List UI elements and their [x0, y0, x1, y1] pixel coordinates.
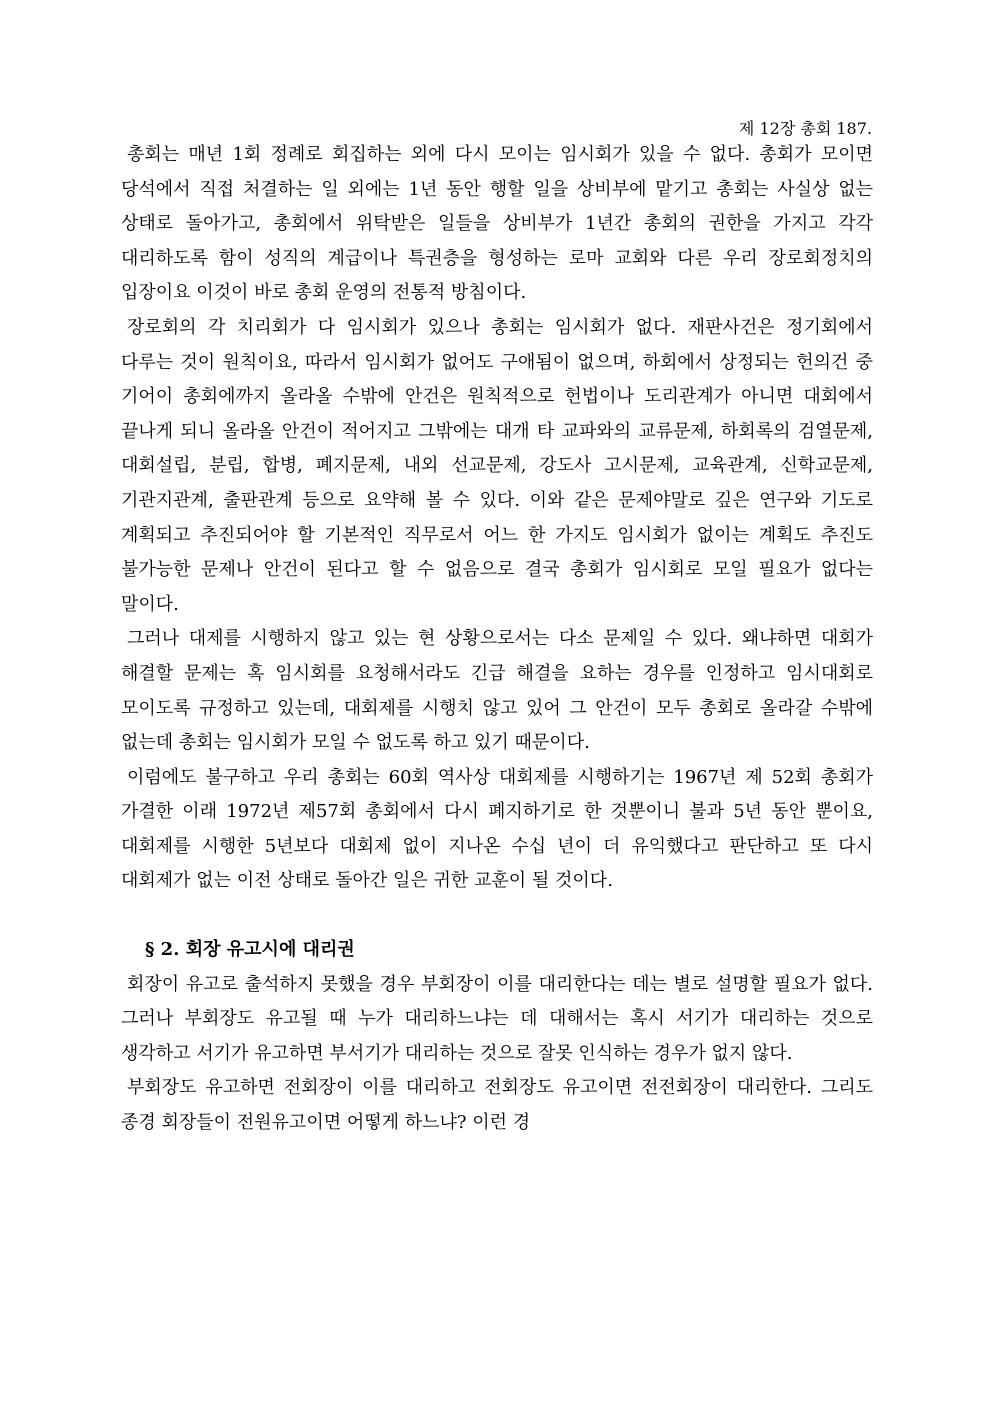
paragraph: 그러나 대제를 시행하지 않고 있는 현 상황으로서는 다소 문제일 수 있다. 왜냐하면 대회가 해결할 문제는 혹 임시회를 요청해서라도 긴급 해결을 요하는 경우를 인정하고 임시대회로 모이도록 규정하고 있는데, 대회제를 시행치 않고 있어 그 안건이 모두 총회로 올라갈 수밖에 없는데 총회는 임시회가 모일 수 없도록 하고 있기 때문이다.: [121, 628, 873, 754]
paragraph: 이럼에도 불구하고 우리 총회는 60회 역사상 대회제를 시행하기는 1967년 제 52회 총회가 가결한 이래 1972년 제57회 총회에서 다시 폐지하기로 한 것뿐이니 불과 5년 동안 뿐이요, 대회제를 시행한 5년보다 대회제 없이 지나온 수십 년이 더 유익했다고 판단하고 또 다시 대회제가 없는 이전 상태로 돌아간 일은 귀한 교훈이 될 것이다.: [121, 766, 873, 892]
section-heading: § 2. 회장 유고시에 대리권: [145, 939, 355, 961]
body-text: [121, 138, 873, 1141]
paragraph: 회장이 유고로 출석하지 못했을 경우 부회장이 이를 대리한다는 데는 별로 설명할 필요가 없다. 그러나 부회장도 유고될 때 누가 대리하느냐는 데 대해서는 혹시 서기가 대리하는 것으로 생각하고 서기가 유고하면 부서기가 대리하는 것으로 잘못 인식하는 경우가 없지 않다.: [121, 973, 873, 1064]
paragraph: 장로회의 각 치리회가 다 임시회가 있으나 총회는 임시회가 없다. 재판사건은 정기회에서 다루는 것이 원칙이요, 따라서 임시회가 없어도 구애됨이 없으며, 하회에서 상정되는 헌의건 중 기어이 총회에까지 올라올 수밖에 안건은 원칙적으로 헌법이나 도리관계가 아니면 대회에서 끝나게 되니 올라올 안건이 적어지고 그밖에는 대개 타 교파와의 교류문제, 하회록의 검열문제, 대회설립, 분립, 합병, 폐지문제, 내외 선교문제, 강도사 고시문제, 교육관계, 신학교문제, 기관지관계, 출판관계 등으로 요약해 볼 수 있다. 이와 같은 문제야말로 깊은 연구와 기도로 계획되고 추진되어야 할 기본적인 직무로서 어느 한 가지도 임시회가 없이는 계획도 추진도 불가능한 문제나 안건이 된다고 할 수 없음으로 결국 총회가 임시회로 모일 필요가 없다는 말이다.: [121, 316, 873, 615]
paragraph: 총회는 매년 1회 정례로 회집하는 외에 다시 모이는 임시회가 있을 수 없다. 총회가 모이면 당석에서 직접 처결하는 일 외에는 1년 동안 행할 일을 상비부에 맡기고 총회는 사실상 없는 상태로 돌아가고, 총회에서 위탁받은 일들을 상비부가 1년간 총회의 권한을 가지고 각각 대리하도록 함이 성직의 계급이나 특권층을 형성하는 로마 교회와 다른 우리 장로회정치의 입장이요 이것이 바로 총회 운영의 전통적 방침이다.: [121, 144, 873, 304]
section-spacer: [121, 899, 873, 933]
running-header: 제 12장 총회 187.: [738, 119, 872, 138]
paragraph: 부회장도 유고하면 전회장이 이를 대리하고 전회장도 유고이면 전전회장이 대리한다. 그리도 종경 회장들이 전원유고이면 어떻게 하느냐? 이런 경: [121, 1077, 873, 1134]
